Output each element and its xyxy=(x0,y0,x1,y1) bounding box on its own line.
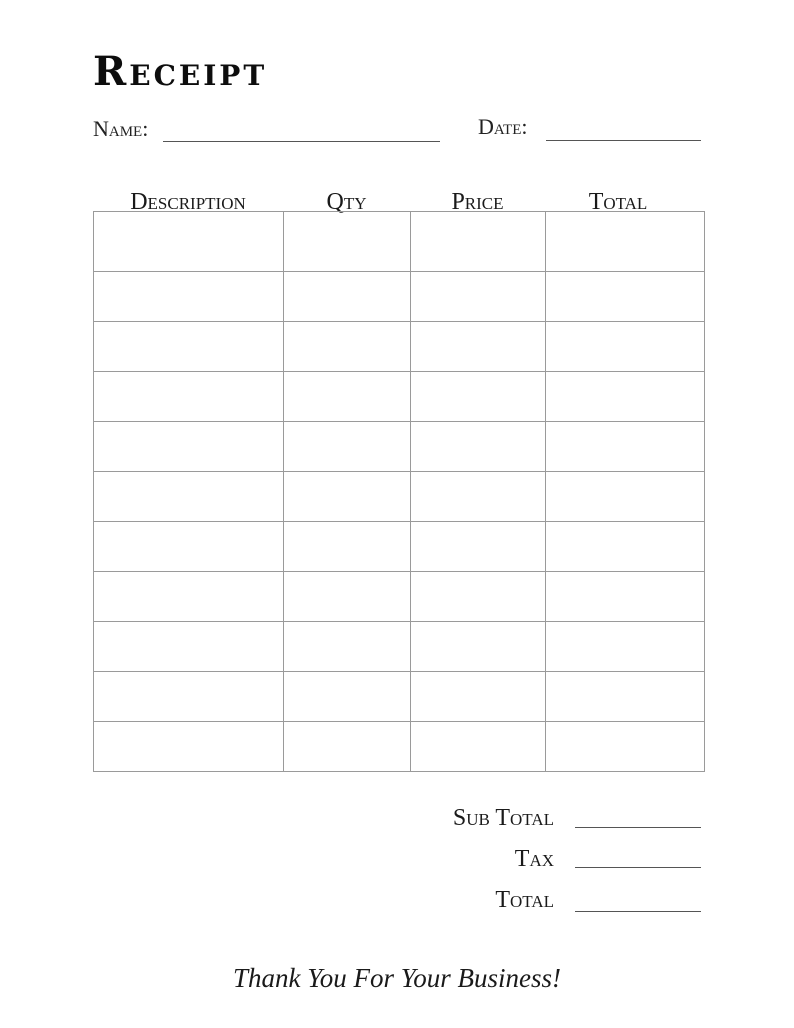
price-cell[interactable] xyxy=(411,212,546,272)
description-cell[interactable] xyxy=(94,722,284,772)
description-cell[interactable] xyxy=(94,622,284,672)
items-table-body xyxy=(94,212,705,772)
tax-label: Tax xyxy=(514,846,554,872)
subtotal-label: Sub Total xyxy=(452,805,554,831)
total-cell[interactable] xyxy=(546,472,705,522)
qty-cell[interactable] xyxy=(284,322,411,372)
description-cell[interactable] xyxy=(94,472,284,522)
qty-cell[interactable] xyxy=(284,272,411,322)
table-row xyxy=(94,322,705,372)
thank-you-message: Thank You For Your Business! xyxy=(232,963,562,993)
total-cell[interactable] xyxy=(546,672,705,722)
items-table xyxy=(93,211,705,772)
price-cell[interactable] xyxy=(411,672,546,722)
receipt-title: Receipt xyxy=(93,48,268,95)
column-header-description: Description xyxy=(130,189,246,215)
qty-cell[interactable] xyxy=(284,572,411,622)
qty-cell[interactable] xyxy=(284,622,411,672)
price-cell[interactable] xyxy=(411,422,546,472)
total-cell[interactable] xyxy=(546,722,705,772)
price-cell[interactable] xyxy=(411,572,546,622)
price-cell[interactable] xyxy=(411,322,546,372)
description-cell[interactable] xyxy=(94,672,284,722)
price-cell[interactable] xyxy=(411,522,546,572)
table-row xyxy=(94,522,705,572)
total-cell[interactable] xyxy=(546,572,705,622)
description-cell[interactable] xyxy=(94,322,284,372)
total-cell[interactable] xyxy=(546,272,705,322)
total-cell[interactable] xyxy=(546,212,705,272)
table-row xyxy=(94,272,705,322)
qty-cell[interactable] xyxy=(284,522,411,572)
table-row xyxy=(94,212,705,272)
qty-cell[interactable] xyxy=(284,212,411,272)
description-cell[interactable] xyxy=(94,522,284,572)
qty-cell[interactable] xyxy=(284,422,411,472)
date-line[interactable] xyxy=(546,140,701,141)
qty-cell[interactable] xyxy=(284,722,411,772)
total-cell[interactable] xyxy=(546,622,705,672)
total-label: Total xyxy=(495,887,554,913)
total-cell[interactable] xyxy=(546,522,705,572)
table-row xyxy=(94,422,705,472)
price-cell[interactable] xyxy=(411,472,546,522)
qty-cell[interactable] xyxy=(284,672,411,722)
description-cell[interactable] xyxy=(94,422,284,472)
column-header-total: Total xyxy=(588,189,648,215)
table-row xyxy=(94,722,705,772)
column-header-qty: Qty xyxy=(326,189,367,215)
total-cell[interactable] xyxy=(546,422,705,472)
description-cell[interactable] xyxy=(94,272,284,322)
total-line[interactable] xyxy=(575,911,701,912)
qty-cell[interactable] xyxy=(284,472,411,522)
date-label: Date: xyxy=(478,114,528,139)
table-row xyxy=(94,572,705,622)
price-cell[interactable] xyxy=(411,372,546,422)
description-cell[interactable] xyxy=(94,372,284,422)
subtotal-line[interactable] xyxy=(575,827,701,828)
description-cell[interactable] xyxy=(94,212,284,272)
price-cell[interactable] xyxy=(411,272,546,322)
table-row xyxy=(94,672,705,722)
column-header-price: Price xyxy=(451,189,504,215)
price-cell[interactable] xyxy=(411,622,546,672)
tax-line[interactable] xyxy=(575,867,701,868)
name-line[interactable] xyxy=(163,141,440,142)
qty-cell[interactable] xyxy=(284,372,411,422)
table-row xyxy=(94,472,705,522)
total-cell[interactable] xyxy=(546,322,705,372)
price-cell[interactable] xyxy=(411,722,546,772)
description-cell[interactable] xyxy=(94,572,284,622)
table-row xyxy=(94,372,705,422)
name-label: Name: xyxy=(93,116,149,141)
total-cell[interactable] xyxy=(546,372,705,422)
table-row xyxy=(94,622,705,672)
